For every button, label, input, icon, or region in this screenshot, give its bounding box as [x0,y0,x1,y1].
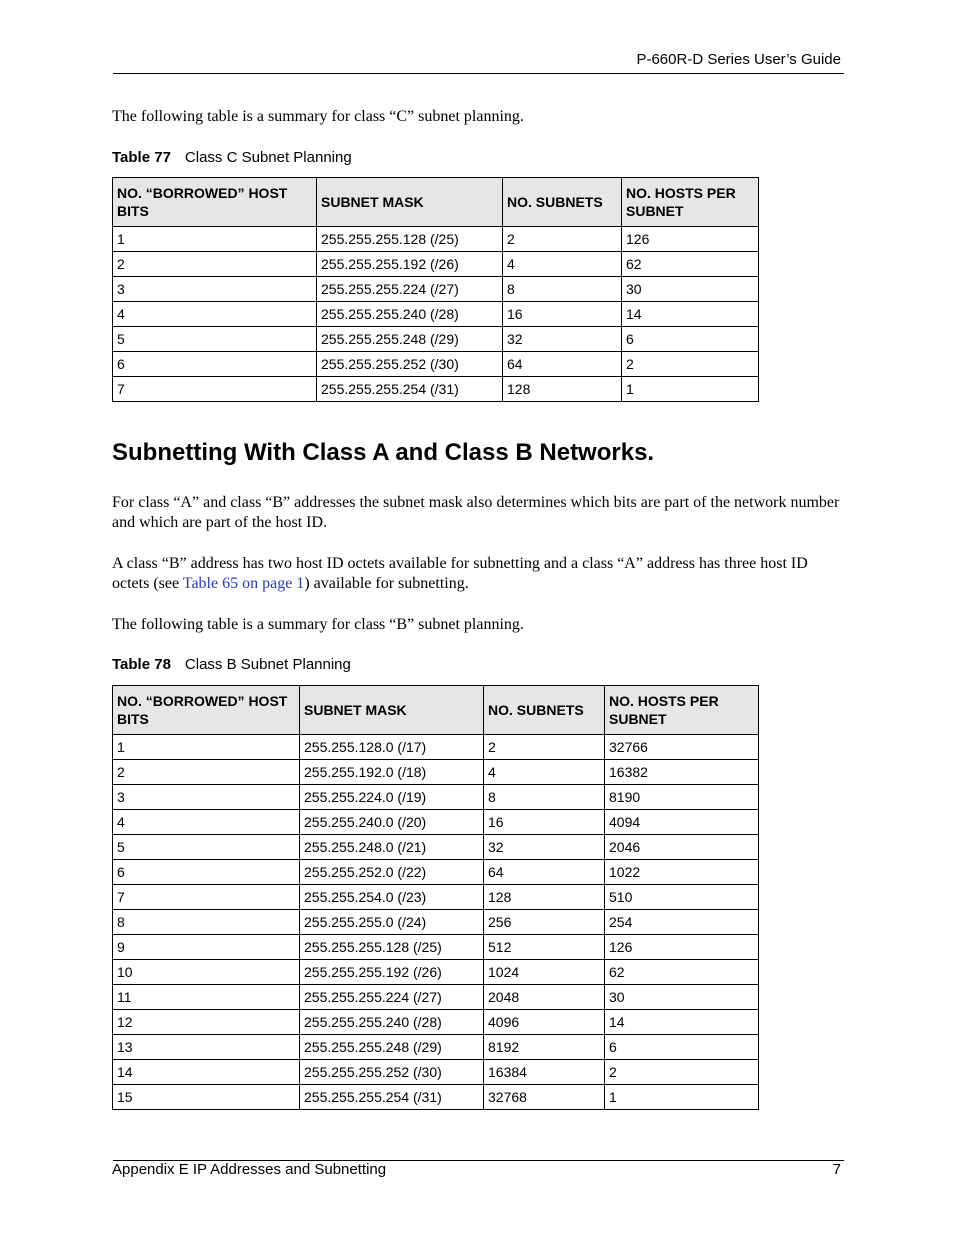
table-cell: 255.255.255.248 (/29) [317,327,503,352]
table-cell: 2 [605,1060,759,1085]
table-cell: 255.255.255.192 (/26) [300,960,484,985]
table-cell: 8190 [605,785,759,810]
table-cell: 255.255.128.0 (/17) [300,735,484,760]
table-cell: 62 [605,960,759,985]
table-cell: 255.255.224.0 (/19) [300,785,484,810]
table-cell: 255.255.255.254 (/31) [300,1085,484,1110]
table-cell: 8192 [484,1035,605,1060]
table-cell: 30 [622,277,759,302]
table-row [113,352,759,377]
table-cell: 62 [622,252,759,277]
table-cell: 255.255.255.224 (/27) [317,277,503,302]
table-cell: 6 [622,327,759,352]
table-row [113,1060,759,1085]
table-cell: 6 [605,1035,759,1060]
header-rule [113,73,844,74]
table-cell: 255.255.255.128 (/25) [300,935,484,960]
table-row [113,760,759,785]
column-header-borrowed-bits: NO. “BORROWED” HOST BITS [113,178,317,227]
table-cell: 32 [503,327,622,352]
intro-class-c: The following table is a summary for class “C” subnet planning. [112,108,524,125]
table-cell: 1 [113,227,317,252]
table-cell: 10 [113,960,300,985]
table-cell: 32768 [484,1085,605,1110]
table-row [113,377,759,402]
intro-class-b: The following table is a summary for class “B” subnet planning. [112,616,524,633]
table-cell: 1022 [605,860,759,885]
table-cell: 255.255.255.252 (/30) [300,1060,484,1085]
table-cell: 13 [113,1035,300,1060]
class-c-subnet-table [112,177,759,402]
table-cell: 255.255.255.248 (/29) [300,1035,484,1060]
column-header-hosts-per-subnet: NO. HOSTS PER SUBNET [622,178,759,227]
table-cell: 16 [503,302,622,327]
table-cell: 255.255.255.128 (/25) [317,227,503,252]
table-cell: 8 [503,277,622,302]
column-header-no-subnets: NO. SUBNETS [484,686,605,735]
table-cell: 32766 [605,735,759,760]
table-row [113,885,759,910]
table-cell: 255.255.255.192 (/26) [317,252,503,277]
table78-caption [112,656,351,673]
section-heading: Subnetting With Class A and Class B Networks. [112,439,655,466]
table-cell: 4 [113,810,300,835]
table-cell: 255.255.254.0 (/23) [300,885,484,910]
table-cell: 1 [605,1085,759,1110]
table-cell: 255.255.255.0 (/24) [300,910,484,935]
paragraph-text-before-link: A class “B” address has two host ID octets available for subnetting and a class “A” address has three host ID octets (see [112,555,808,592]
column-header-subnet-mask: SUBNET MASK [317,178,503,227]
table-cell: 255.255.255.240 (/28) [317,302,503,327]
table-cell: 14 [605,1010,759,1035]
table-cell: 2 [622,352,759,377]
table-row [113,252,759,277]
table-cell: 2 [113,760,300,785]
table-row [113,910,759,935]
table-cell: 2046 [605,835,759,860]
table-row [113,860,759,885]
table-cell: 1 [622,377,759,402]
table-cell: 2048 [484,985,605,1010]
table77-number: Table 77 [112,149,171,166]
table-cell: 255.255.255.224 (/27) [300,985,484,1010]
column-header-borrowed-bits: NO. “BORROWED” HOST BITS [113,686,300,735]
table-cell: 4 [113,302,317,327]
table-cell: 255.255.252.0 (/22) [300,860,484,885]
table-cell: 14 [622,302,759,327]
table-cell: 2 [484,735,605,760]
table-cell: 16 [484,810,605,835]
paragraph-text-after-link: ) available for subnetting. [304,575,469,592]
table-cell: 64 [484,860,605,885]
table-row [113,327,759,352]
table-cell: 128 [503,377,622,402]
table-row [113,735,759,760]
footer-page-number: 7 [832,1161,841,1178]
table-row [113,277,759,302]
table-cell: 2 [503,227,622,252]
class-b-subnet-table [112,685,759,1110]
table-cell: 64 [503,352,622,377]
table-row [113,935,759,960]
paragraph-host-id-octets [112,554,844,594]
table-cell: 6 [113,352,317,377]
table77-title: Class C Subnet Planning [184,149,352,166]
table-row [113,1085,759,1110]
table-cell: 126 [622,227,759,252]
table-row [113,785,759,810]
table-cell: 256 [484,910,605,935]
table-cell: 16382 [605,760,759,785]
table-cell: 11 [113,985,300,1010]
table-row [113,960,759,985]
table-cell: 255.255.240.0 (/20) [300,810,484,835]
table-row [113,1035,759,1060]
column-header-subnet-mask: SUBNET MASK [300,686,484,735]
table-cell: 8 [113,910,300,935]
table-cell: 30 [605,985,759,1010]
table-cell: 15 [113,1085,300,1110]
table-cell: 4 [503,252,622,277]
table-cell: 255.255.255.254 (/31) [317,377,503,402]
table-cell: 32 [484,835,605,860]
table-cell: 5 [113,835,300,860]
table-cell: 1 [113,735,300,760]
table-cell: 5 [113,327,317,352]
column-header-hosts-per-subnet: NO. HOSTS PER SUBNET [605,686,759,735]
table-cell: 255.255.255.240 (/28) [300,1010,484,1035]
table-cell: 255.255.192.0 (/18) [300,760,484,785]
table-cell: 7 [113,885,300,910]
footer-chapter-title: Appendix E IP Addresses and Subnetting [112,1161,387,1178]
table-row [113,835,759,860]
paragraph-subnet-mask-bits: For class “A” and class “B” addresses the subnet mask also determines which bits are part of the network number and which are part of the host ID. [112,494,840,531]
table-cell: 6 [113,860,300,885]
table-row [113,1010,759,1035]
table-row [113,985,759,1010]
table-cell: 14 [113,1060,300,1085]
table-cell: 2 [113,252,317,277]
running-header-title: P-660R-D Series User’s Guide [636,51,841,68]
table-row [113,302,759,327]
table-cell: 510 [605,885,759,910]
table-row [113,810,759,835]
table-cell: 4 [484,760,605,785]
table-cell: 512 [484,935,605,960]
table65-link[interactable]: Table 65 on page 1 [182,575,305,592]
table-cell: 254 [605,910,759,935]
table78-title: Class B Subnet Planning [184,656,351,673]
table-cell: 128 [484,885,605,910]
table-cell: 9 [113,935,300,960]
table77-caption [112,149,352,166]
table-cell: 3 [113,785,300,810]
table-row [113,227,759,252]
table-cell: 16384 [484,1060,605,1085]
table-cell: 1024 [484,960,605,985]
table-cell: 255.255.248.0 (/21) [300,835,484,860]
table-cell: 4094 [605,810,759,835]
table-cell: 4096 [484,1010,605,1035]
table-cell: 7 [113,377,317,402]
table-cell: 3 [113,277,317,302]
table-cell: 255.255.255.252 (/30) [317,352,503,377]
table-cell: 12 [113,1010,300,1035]
column-header-no-subnets: NO. SUBNETS [503,178,622,227]
table-cell: 126 [605,935,759,960]
table-cell: 8 [484,785,605,810]
table78-number: Table 78 [112,656,171,673]
